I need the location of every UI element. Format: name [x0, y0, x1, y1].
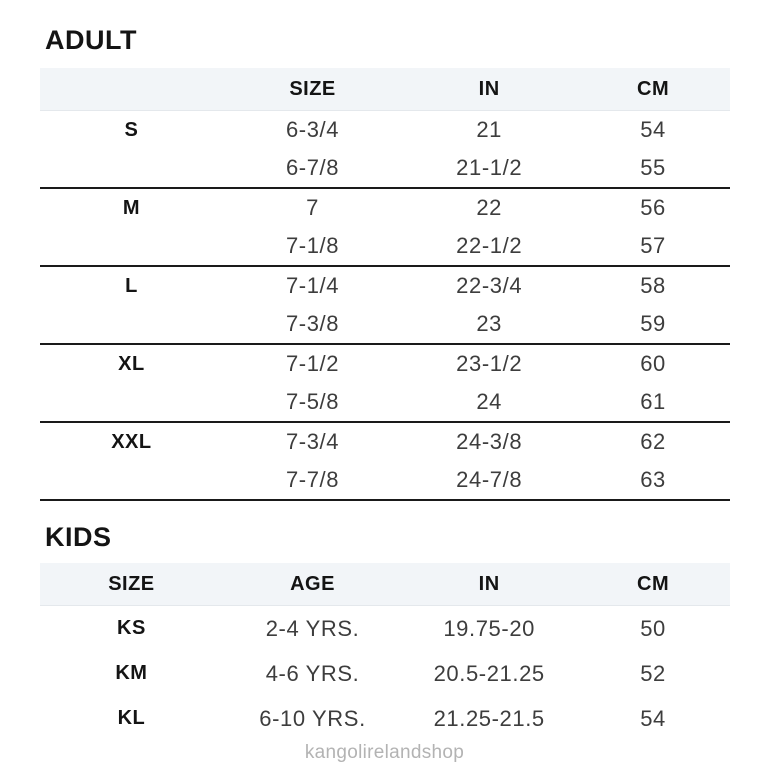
- in-value: 21: [476, 117, 502, 142]
- cm-value: 61: [576, 383, 730, 422]
- size-value: 6-3/4: [285, 117, 340, 142]
- table-row: [40, 696, 730, 741]
- adult-header-row: [40, 68, 730, 111]
- in-value: 20.5-21.25: [433, 660, 545, 686]
- adult-col-header-in: IN: [402, 68, 576, 111]
- in-value: 24-7/8: [402, 461, 576, 500]
- in-value: 21-1/2: [402, 149, 576, 188]
- size-label: [40, 383, 223, 422]
- size-value: 7: [306, 195, 319, 220]
- cm-value: 57: [576, 227, 730, 266]
- in-value: 22-1/2: [402, 227, 576, 266]
- size-value: 7-5/8: [223, 383, 402, 422]
- age-value: 2-4 YRS.: [265, 615, 360, 641]
- table-row: [40, 305, 730, 344]
- table-row: [40, 422, 730, 461]
- in-value: 24-3/8: [456, 429, 523, 454]
- size-label: L: [125, 274, 138, 297]
- table-row: [40, 651, 730, 696]
- adult-size-table: [40, 68, 730, 501]
- size-value: 7-1/2: [285, 351, 340, 376]
- kids-col-header-in: IN: [402, 563, 576, 606]
- in-value: 23-1/2: [456, 351, 523, 376]
- table-row: [40, 461, 730, 500]
- size-value: 7-7/8: [223, 461, 402, 500]
- cm-value: 50: [640, 615, 666, 641]
- age-value: 6-10 YRS.: [259, 705, 366, 731]
- kids-col-header-cm: CM: [576, 563, 730, 606]
- size-value: 7-3/8: [223, 305, 402, 344]
- table-row: [40, 606, 730, 652]
- size-label: XXL: [111, 430, 152, 453]
- table-row: [40, 266, 730, 305]
- kids-col-header-age: AGE: [223, 563, 402, 606]
- in-value: 19.75-20: [443, 615, 535, 641]
- size-label: KS: [117, 617, 146, 639]
- adult-col-header-size: SIZE: [223, 68, 402, 111]
- cm-value: 54: [640, 705, 666, 731]
- cm-value: 59: [576, 305, 730, 344]
- size-value: 7-1/4: [285, 273, 340, 298]
- table-row: [40, 111, 730, 150]
- adult-col-header-blank: [40, 68, 223, 111]
- in-value: 22: [476, 195, 502, 220]
- adult-col-header-cm: CM: [576, 68, 730, 111]
- size-value: 7-3/4: [285, 429, 340, 454]
- cm-value: 62: [640, 429, 666, 454]
- size-label: [40, 227, 223, 266]
- table-row: [40, 344, 730, 383]
- cm-value: 52: [640, 660, 666, 686]
- cm-value: 60: [640, 351, 666, 376]
- cm-value: 54: [640, 117, 666, 142]
- size-label: S: [124, 118, 139, 141]
- cm-value: 58: [640, 273, 666, 298]
- size-label: KM: [115, 662, 148, 684]
- size-label: KL: [117, 707, 146, 729]
- in-value: 22-3/4: [456, 273, 523, 298]
- size-value: 7-1/8: [223, 227, 402, 266]
- table-row: [40, 227, 730, 266]
- size-label: XL: [118, 352, 145, 375]
- table-row: [40, 383, 730, 422]
- cm-value: 55: [576, 149, 730, 188]
- size-label: M: [122, 196, 140, 219]
- size-label: [40, 305, 223, 344]
- kids-size-table: [40, 563, 730, 741]
- shop-watermark: kangolirelandshop: [304, 742, 465, 763]
- adult-section-title: ADULT: [45, 25, 137, 55]
- age-value: 4-6 YRS.: [265, 660, 360, 686]
- in-value: 24: [402, 383, 576, 422]
- size-chart-page: [0, 26, 769, 769]
- in-value: 21.25-21.5: [433, 705, 545, 731]
- size-label: [40, 149, 223, 188]
- size-label: [40, 461, 223, 500]
- table-row: [40, 188, 730, 227]
- table-row: [40, 149, 730, 188]
- kids-section-title: KIDS: [45, 522, 112, 552]
- size-value: 6-7/8: [223, 149, 402, 188]
- kids-col-header-size: SIZE: [40, 563, 223, 606]
- in-value: 23: [402, 305, 576, 344]
- cm-value: 56: [640, 195, 666, 220]
- kids-header-row: [40, 563, 730, 606]
- cm-value: 63: [576, 461, 730, 500]
